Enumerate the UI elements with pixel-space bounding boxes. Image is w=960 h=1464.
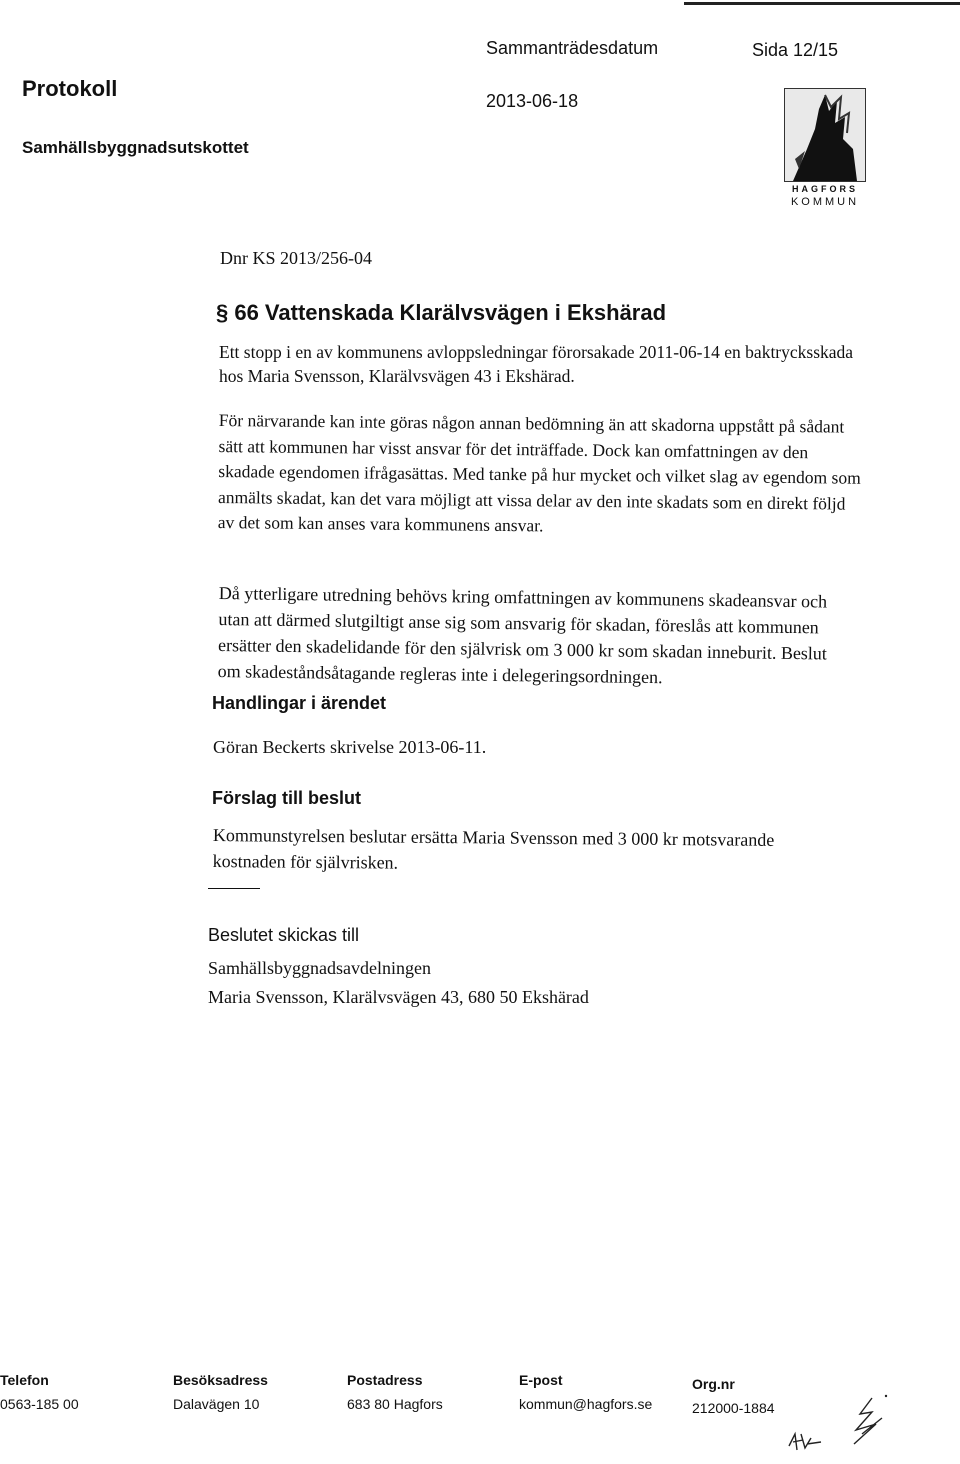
paragraph-3: Då ytterligare utredning behövs kring omfattningen av kommunens skadeansvar och utan att därmed slutgiltigt anse sig som ansvarig för skadan, föreslås att kommunen ersätter den skadelidande för den självrisk om 3 000 kr som skadan inneburit. Beslut om skadeståndsåtagande regleras inte i delegeringsordningen.	[217, 582, 828, 688]
recipient-item: Samhällsbyggnadsavdelningen	[208, 958, 431, 978]
case-number: Dnr KS 2013/256-04	[220, 248, 372, 268]
footer-phone-label: Telefon	[0, 1372, 49, 1388]
municipality-logo	[784, 88, 866, 212]
footer-visit-label: Besöksadress	[173, 1372, 268, 1388]
footer-email-value: kommun@hagfors.se	[519, 1396, 653, 1412]
logo-text-hagfors: HAGFORS	[792, 184, 858, 194]
separator-dash	[208, 888, 260, 889]
footer-postal-value: 683 80 Hagfors	[347, 1396, 443, 1412]
documents-item: Göran Beckerts skrivelse 2013-06-11.	[213, 737, 487, 757]
logo-emblem	[784, 88, 866, 182]
page-number: Sida 12/15	[752, 40, 839, 60]
logo-text-kommun: KOMMUN	[790, 196, 860, 208]
footer-postal-label: Postadress	[347, 1372, 423, 1388]
paragraph-1: Ett stopp i en av kommunens avloppsledningar förorsakade 2011-06-14 en baktrycksskada hos Maria Svensson, Klarälvsvägen 43 i Ekshärad.	[219, 342, 854, 386]
proposal-text: Kommunstyrelsen beslutar ersätta Maria Svensson med 3 000 kr motsvarande kostnaden för självrisken.	[212, 824, 775, 873]
meeting-date: 2013-06-18	[486, 91, 579, 111]
footer-orgnr-value: 212000-1884	[692, 1400, 775, 1416]
document-title: Protokoll	[22, 76, 118, 101]
recipients-heading: Beslutet skickas till	[208, 925, 360, 945]
initials-signature-2	[842, 1390, 892, 1452]
initials-signature-1	[785, 1424, 825, 1454]
documents-heading: Handlingar i ärendet	[212, 693, 387, 713]
section-heading: § 66 Vattenskada Klarälvsvägen i Ekshärad	[216, 300, 667, 325]
recipient-item: Maria Svensson, Klarälvsvägen 43, 680 50 Ekshärad	[208, 987, 589, 1007]
footer-visit-value: Dalavägen 10	[173, 1396, 260, 1412]
paragraph-2: För närvarande kan inte göras någon annan bedömning än att skadorna uppstått på sådant sätt att kommunen har visst ansvar för det inträffade. Dock kan omfattningen av den skadade egendomen ifrågasättas. Med tanke på hur mycket och vilket slag av egendom som anmälts skadat, kan det vara möjligt att vissa delar av den inte skadats som en direkt följd av det som kan anses vara kommunens ansvar.	[217, 409, 861, 536]
proposal-heading: Förslag till beslut	[212, 788, 362, 808]
footer-email-label: E-post	[519, 1372, 563, 1388]
meeting-date-label: Sammanträdesdatum	[486, 38, 659, 58]
top-rule	[684, 2, 960, 5]
footer-orgnr-label: Org.nr	[692, 1376, 735, 1392]
footer-phone-value: 0563-185 00	[0, 1396, 79, 1412]
committee-name: Samhällsbyggnadsutskottet	[22, 138, 249, 157]
